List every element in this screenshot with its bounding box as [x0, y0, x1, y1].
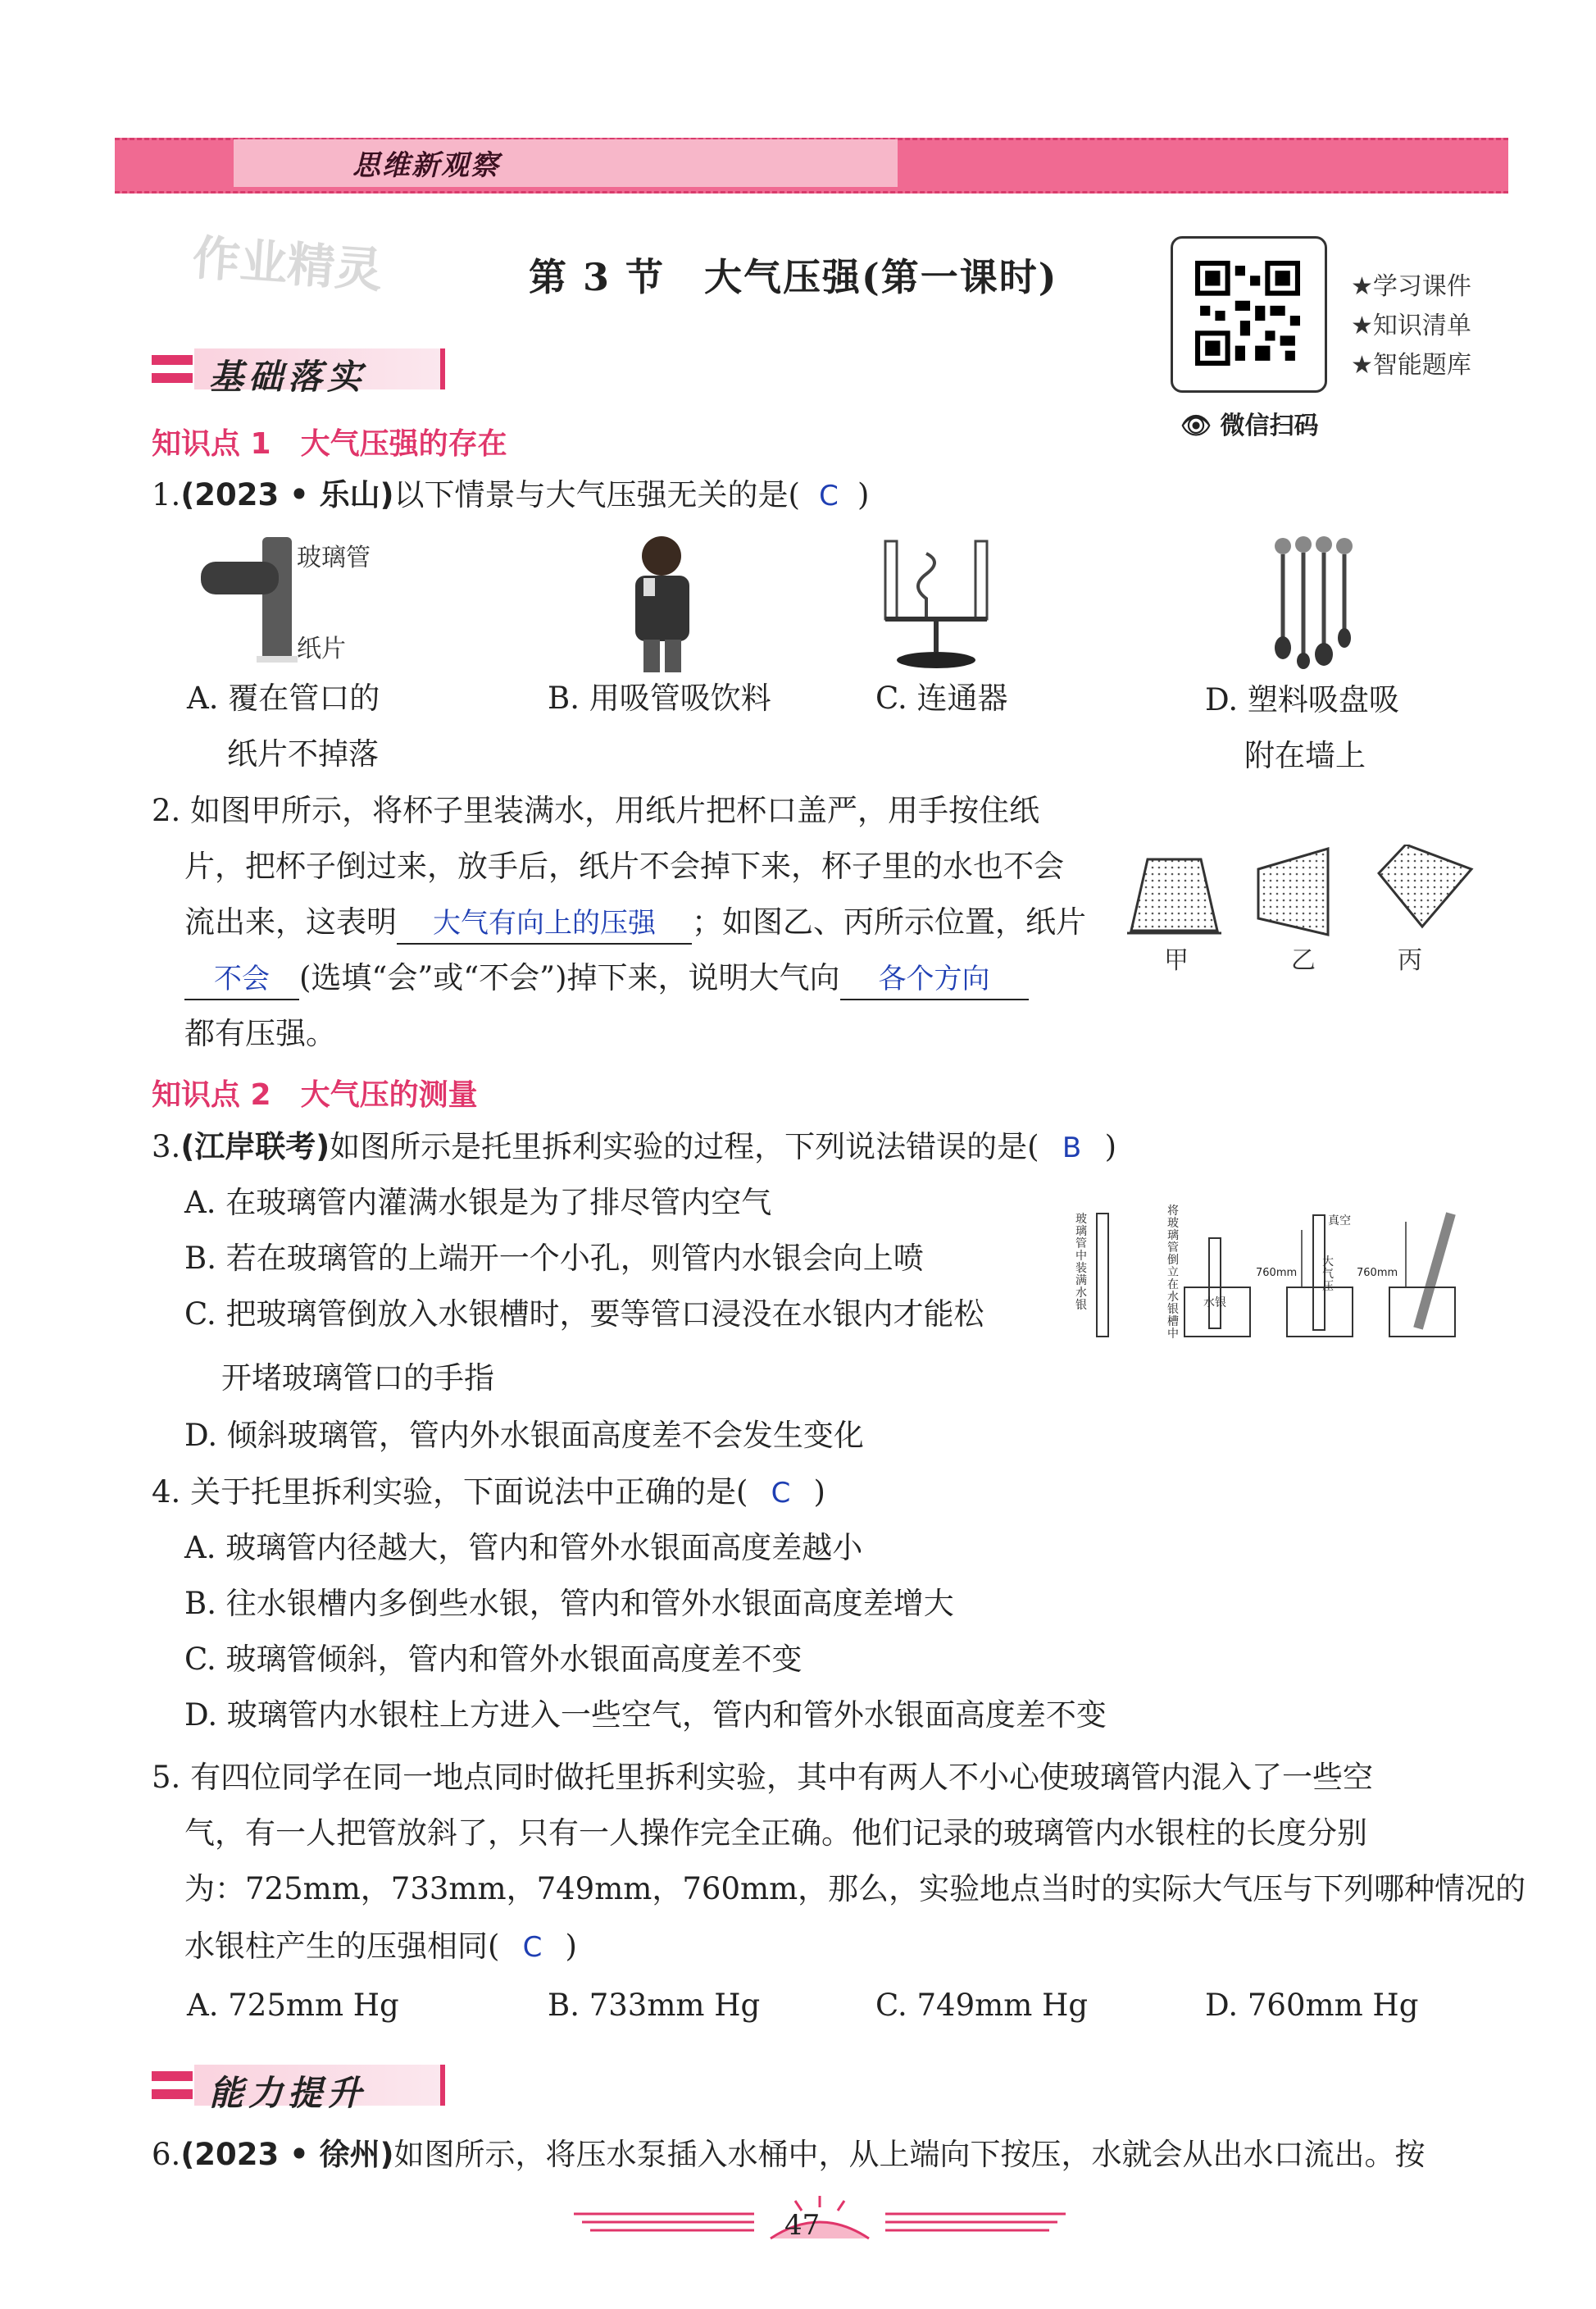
qr-item-quiz[interactable]: ★智能题库 [1351, 351, 1471, 380]
fig-label-760-a: 760mm [1256, 1267, 1298, 1279]
q5-option-d: D. 760mm Hg [1205, 1988, 1419, 2023]
q1-option-c: C. 连通器 [875, 681, 1008, 716]
qr-item-courseware[interactable]: ★学习课件 [1351, 272, 1471, 301]
q2-blank-2: 不会 [184, 959, 299, 1000]
q2-blank-3: 各个方向 [840, 959, 1029, 1000]
section-basic-title: 基础落实 [209, 357, 367, 397]
qr-scan-label [1180, 405, 1319, 441]
q1-stem: 1.(2023 • 乐山)以下情景与大气压强无关的是( C ) [152, 476, 869, 516]
q1-label-tube: 玻璃管 [297, 544, 371, 572]
q1-answer: C [819, 480, 839, 512]
connected-vessel-image [877, 537, 1000, 672]
q5-option-c: C. 749mm Hg [875, 1988, 1089, 2023]
q5-line-3: 为：725mm，733mm，749mm，760mm，那么，实验地点当时的实际大气压与下列哪种情况的 [184, 1871, 1526, 1906]
q5-option-a: A. 725mm Hg [187, 1988, 399, 2023]
q3-answer: B [1062, 1132, 1082, 1164]
eye-icon: 👁 [1180, 412, 1212, 440]
boy-drinking-image [611, 533, 717, 676]
qr-item-knowledge[interactable]: ★知识清单 [1351, 312, 1471, 340]
q2-fig-label-jia: 甲 [1164, 946, 1189, 975]
q5-line-4: 水银柱产生的压强相同( C ) [184, 1927, 577, 1967]
q2-line-2: 片，把杯子倒过来，放手后，纸片不会掉下来，杯子里的水也不会 [184, 849, 1064, 884]
q1-option-a: A. 覆在管口的 [187, 681, 380, 716]
q4-answer: C [771, 1477, 791, 1510]
section-ability [152, 2065, 455, 2111]
section-basic [152, 348, 455, 397]
q5-answer: C [522, 1931, 543, 1964]
q2-line-4: 不会 (选填“会”或“不会”)掉下来，说明大气向 各个方向 [184, 959, 1029, 1000]
q2-fig-label-bing: 丙 [1398, 946, 1422, 975]
q1-option-a-cont: 纸片不掉落 [227, 736, 379, 772]
q1-option-d-cont: 附在墙上 [1244, 738, 1366, 773]
watermark: 作业精灵 [190, 229, 384, 298]
q5-line-1: 5. 有四位同学在同一地点同时做托里拆利实验，其中有两人不小心使玻璃管内混入了一些空 [152, 1760, 1374, 1795]
q2-line-5: 都有压强。 [184, 1016, 336, 1051]
q4-stem: 4. 关于托里拆利实验，下面说法中正确的是( C ) [152, 1473, 825, 1513]
q3-option-d: D. 倾斜玻璃管，管内外水银面高度差不会发生变化 [184, 1418, 864, 1453]
fig-label-fill: 玻璃管中装满水银 [1075, 1213, 1087, 1312]
page-number: 47 [784, 2209, 821, 2242]
q4-option-c: C. 玻璃管倾斜，管内和管外水银面高度差不变 [184, 1642, 803, 1677]
fig-label-760-b: 760mm [1357, 1267, 1398, 1279]
q5-option-b: B. 733mm Hg [548, 1988, 761, 2023]
q4-option-d: D. 玻璃管内水银柱上方进入一些空气，管内和管外水银面高度差不变 [184, 1697, 1107, 1733]
q6-stem: 6.(2023 • 徐州)如图所示，将压水泵插入水桶中，从上端向下按压，水就会从出水口流出。按 [152, 2137, 1425, 2172]
q1-option-d: D. 塑料吸盘吸 [1205, 682, 1399, 717]
q2-line-1: 2. 如图甲所示，将杯子里装满水，用纸片把杯口盖严，用手按住纸 [152, 793, 1040, 828]
q4-option-a: A. 玻璃管内径越大，管内和管外水银面高度差越小 [184, 1530, 863, 1565]
fig-label-invert: 将玻璃管倒立在水银槽中 [1167, 1205, 1179, 1341]
q1-label-paper: 纸片 [297, 635, 346, 663]
qr-scan-text: 微信扫码 [1220, 412, 1319, 440]
q3-option-b: B. 若在玻璃管的上端开一个小孔，则管内水银会向上喷 [184, 1241, 924, 1276]
q3-option-c-cont: 开堵玻璃管口的手指 [221, 1360, 494, 1396]
page-title: 第 3 节 大气压强(第一课时) [529, 255, 1058, 299]
q1-option-b: B. 用吸管吸饮料 [548, 681, 771, 716]
q4-option-b: B. 往水银槽内多倒些水银，管内和管外水银面高度差增大 [184, 1586, 954, 1621]
qr-code-icon[interactable] [1195, 261, 1300, 366]
q3-option-c: C. 把玻璃管倒放入水银槽时，要等管口浸没在水银内才能松 [184, 1296, 984, 1332]
q2-line-3: 流出来，这表明 大气有向上的压强 ；如图乙、丙所示位置，纸片 [184, 903, 1086, 945]
banner-title: 思维新观察 [352, 149, 500, 182]
q5-line-2: 气，有一人把管放斜了，只有一人操作完全正确。他们记录的玻璃管内水银柱的长度分别 [184, 1815, 1367, 1851]
torricelli-figure [1082, 1205, 1476, 1353]
fig-label-mercury: 水银 [1203, 1296, 1226, 1309]
header-banner-inner [234, 139, 898, 187]
fig-label-vacuum: 真空 [1328, 1214, 1351, 1227]
fig-label-atm: 大气压 [1322, 1255, 1334, 1293]
q2-blank-1: 大气有向上的压强 [397, 904, 692, 945]
q2-fig-label-yi: 乙 [1291, 946, 1316, 975]
suction-cup-image [1266, 533, 1357, 672]
q3-stem: 3.(江岸联考)如图所示是托里拆利实验的过程，下列说法错误的是( B ) [152, 1127, 1116, 1168]
q3-option-a: A. 在玻璃管内灌满水银是为了排尽管内空气 [184, 1185, 772, 1220]
section-ability-title: 能力提升 [209, 2073, 367, 2113]
knowledge-point-2: 知识点 2 大气压的测量 [152, 1078, 478, 1112]
knowledge-point-1: 知识点 1 大气压强的存在 [152, 427, 507, 461]
